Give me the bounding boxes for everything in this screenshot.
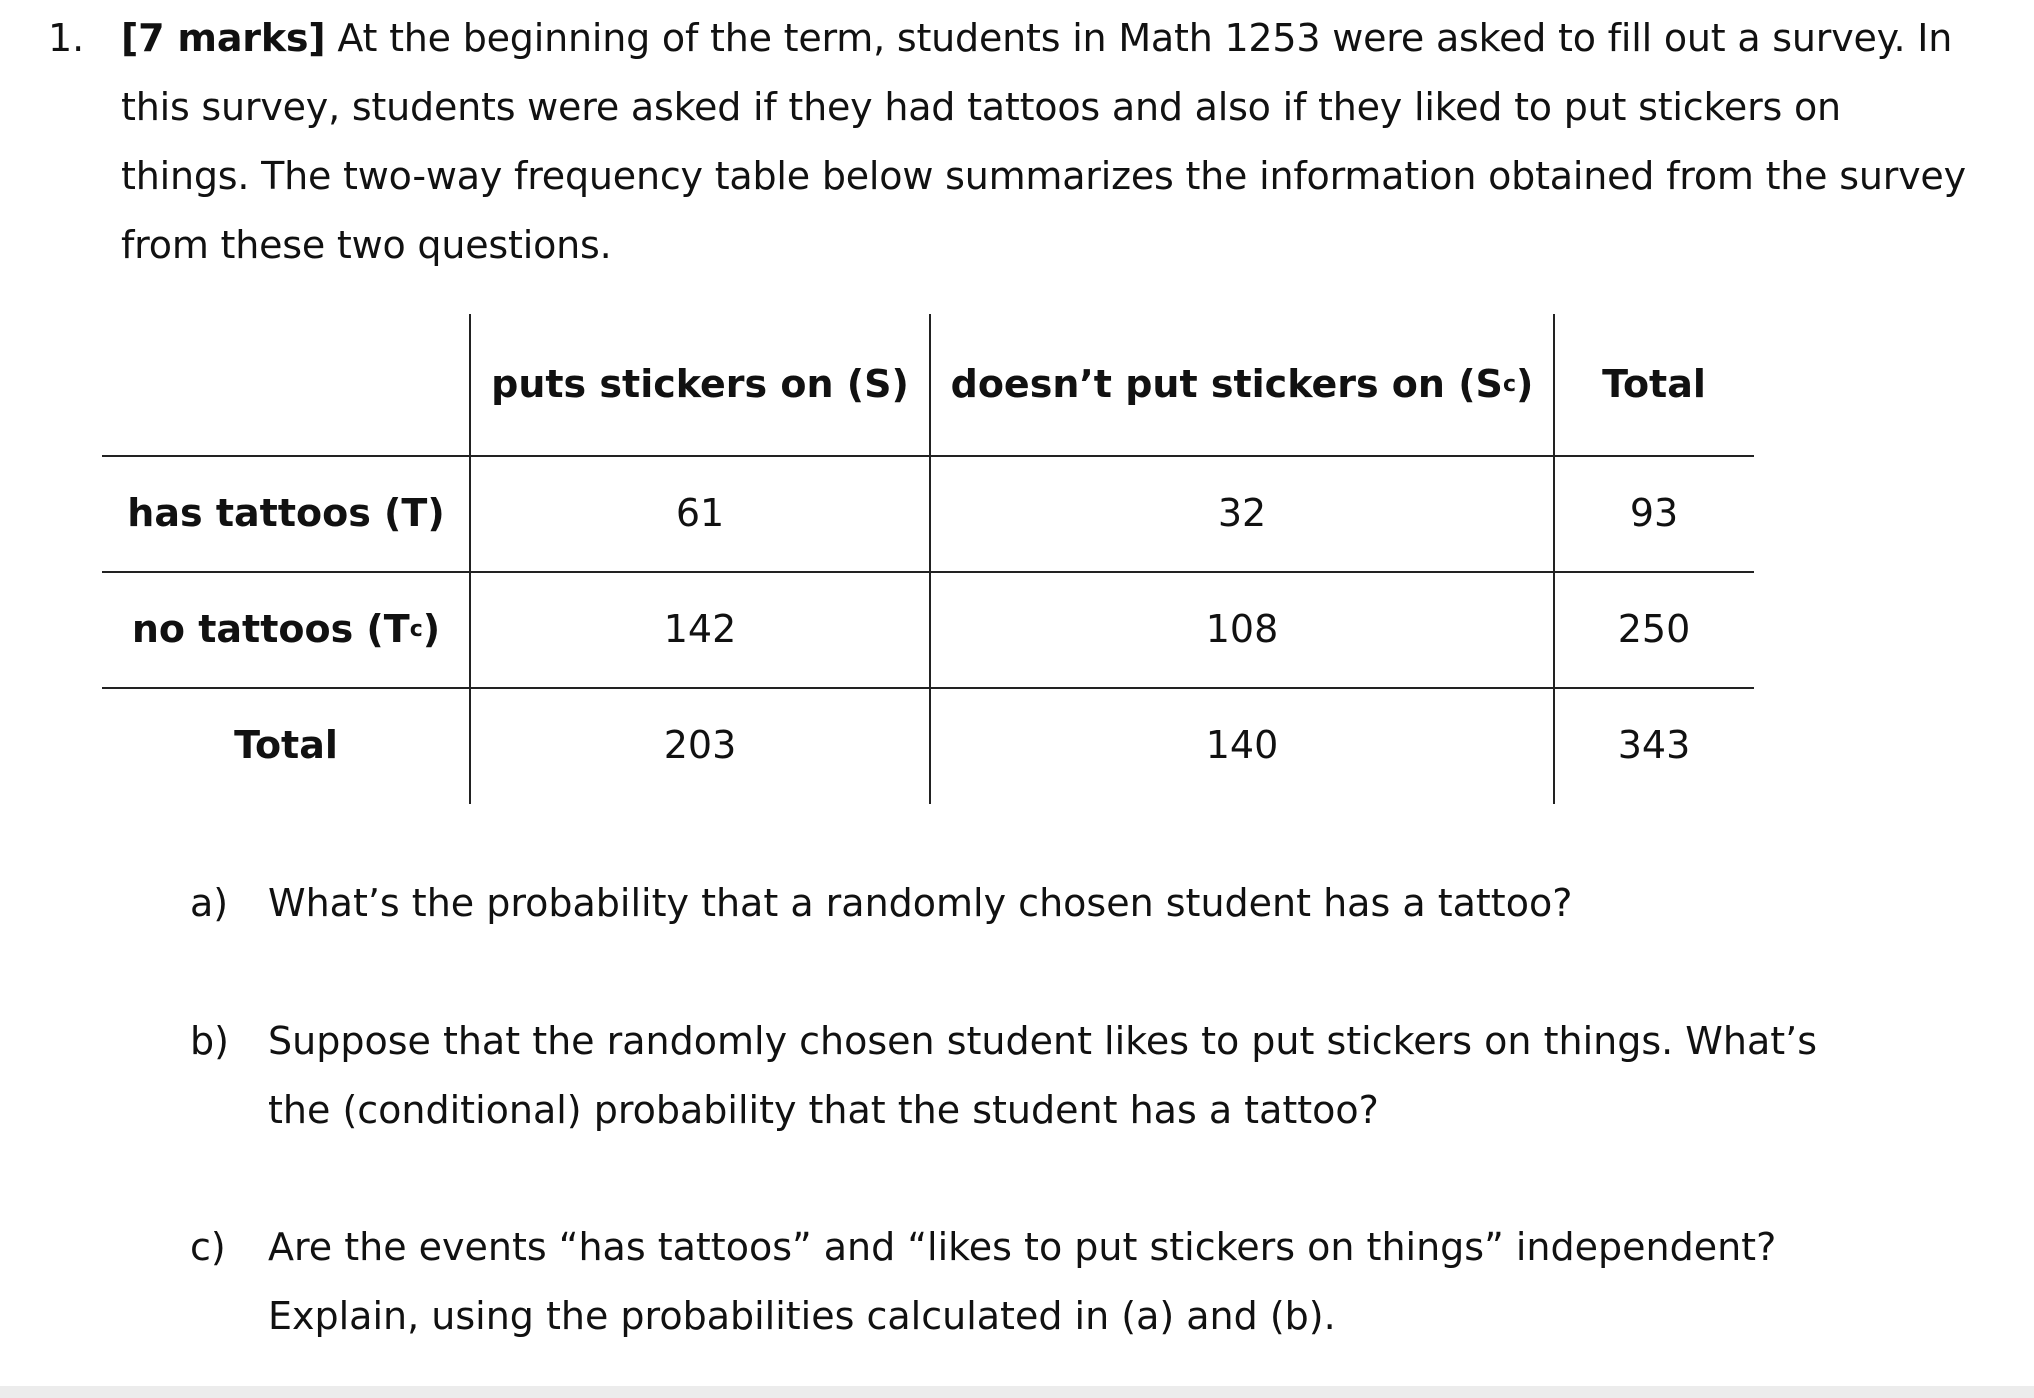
table-divider-v2 <box>929 314 931 804</box>
cell-tc-total: 250 <box>1617 607 1691 651</box>
part-b-text: Suppose that the randomly chosen student likes to put stickers on things. What’s the (conditional) probability that the student has a tattoo? <box>268 1019 1818 1132</box>
cell-grand-total: 343 <box>1617 723 1691 767</box>
part-a-text: What’s the probability that a randomly chosen student has a tattoo? <box>268 881 1573 925</box>
question-intro-text: At the beginning of the term, students in Math 1253 were asked to fill out a survey. In this survey, students were asked if they had tattoos and also if they liked to put stickers on things. The two-way frequency table below summarizes the information obtained from the survey from these two questions. <box>121 16 1966 267</box>
cell-tc-s: 142 <box>663 607 737 651</box>
part-c-letter: c) <box>190 1225 226 1269</box>
cell-total-s: 203 <box>663 723 737 767</box>
complement-superscript: c <box>409 616 423 642</box>
col-header-total: Total <box>1602 362 1706 406</box>
col-header-no-stickers-text: doesn’t put stickers on (S <box>950 362 1503 406</box>
table-divider-v3 <box>1553 314 1555 804</box>
frequency-table <box>102 314 1754 804</box>
complement-superscript: c <box>1502 371 1516 397</box>
close-paren: ) <box>422 607 441 651</box>
row-label-has-tattoos: has tattoos (T) <box>127 491 445 535</box>
col-header-stickers: puts stickers on (S) <box>491 362 909 406</box>
part-a-letter: a) <box>190 881 229 925</box>
row-label-no-tattoos <box>102 572 470 686</box>
cell-t-s: 61 <box>675 491 725 535</box>
table-divider-h2 <box>102 571 1754 573</box>
table-divider-v1 <box>469 314 471 804</box>
question-marks: [7 marks] <box>121 16 326 60</box>
part-b-letter: b) <box>190 1019 229 1063</box>
part-c-text: Are the events “has tattoos” and “likes to put stickers on things” independent? Explain, using the probabilities calculated in (a) and (b). <box>268 1225 1777 1338</box>
question-intro <box>121 4 1981 280</box>
row-label-total: Total <box>234 723 338 767</box>
cell-t-sc: 32 <box>1217 491 1267 535</box>
cell-tc-sc: 108 <box>1205 607 1279 651</box>
close-paren: ) <box>1515 362 1534 406</box>
cell-total-sc: 140 <box>1205 723 1279 767</box>
table-divider-h1 <box>102 455 1754 457</box>
question-number: 1. <box>48 16 85 60</box>
page-bottom-edge <box>0 1386 2034 1398</box>
cell-t-total: 93 <box>1629 491 1679 535</box>
col-header-no-stickers <box>930 314 1554 454</box>
table-divider-h3 <box>102 687 1754 689</box>
row-label-no-tattoos-text: no tattoos (T <box>131 607 410 651</box>
